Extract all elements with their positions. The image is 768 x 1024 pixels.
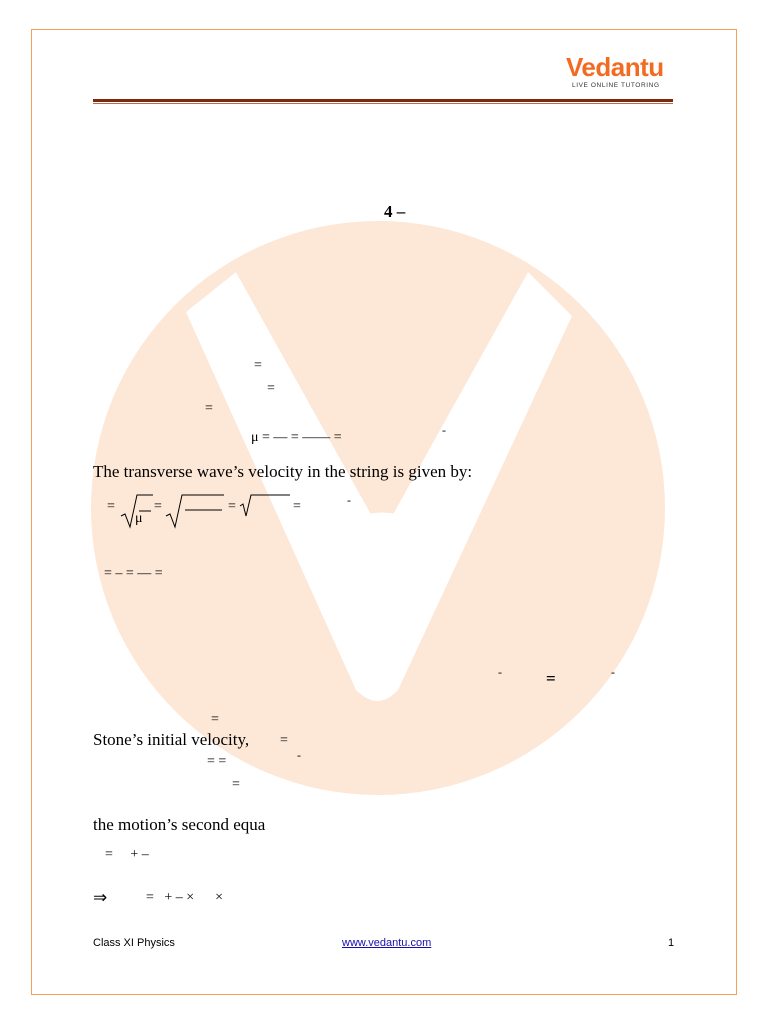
- equation-line-1: =: [254, 358, 262, 373]
- footer-page-number: 1: [668, 937, 675, 949]
- mid-exponent-sign-b: -: [611, 665, 615, 679]
- velocity-eq-b: =: [154, 499, 162, 514]
- implies-arrow: ⇒: [93, 888, 108, 907]
- vedantu-logo[interactable]: [566, 52, 686, 94]
- velocity-eq-c: =: [228, 499, 236, 514]
- velocity-eq-a: =: [107, 499, 115, 514]
- equation-line-5: = =: [207, 754, 227, 769]
- header-rule: [93, 99, 673, 102]
- header-rule-thin: [93, 103, 673, 104]
- mu-denominator: μ: [135, 511, 143, 526]
- equation-line-2: =: [267, 381, 275, 396]
- motion-equation-text: the motion’s second equa: [93, 815, 266, 834]
- transverse-velocity-text: The transverse wave’s velocity in the string is given by:: [93, 462, 473, 481]
- ratio-equation: = – = — =: [104, 566, 163, 581]
- equation-line-4: =: [211, 712, 219, 727]
- motion-equation: = + –: [105, 847, 149, 862]
- equation-line-3: =: [205, 401, 213, 416]
- footer-website-link[interactable]: www.vedantu.com: [342, 937, 432, 949]
- logo-tagline: LIVE ONLINE TUTORING: [572, 82, 660, 89]
- question-heading: 4 –: [384, 202, 406, 221]
- mid-equals: =: [546, 669, 556, 688]
- exponent-sign: -: [442, 423, 446, 437]
- velocity-exponent-sign: -: [347, 493, 351, 507]
- stone-velocity-text: Stone’s initial velocity,: [93, 730, 250, 749]
- logo-wordmark: Vedantu: [566, 52, 664, 82]
- sqrt-symbol-3: [239, 494, 291, 518]
- implies-equation: = + – × ×: [146, 890, 224, 905]
- velocity-eq-d: =: [293, 499, 301, 514]
- sqrt-symbol-2: [165, 494, 225, 530]
- stone-exponent-sign: -: [297, 748, 301, 762]
- stone-velocity-eq: =: [280, 733, 288, 748]
- equation-line-6: =: [232, 777, 240, 792]
- mass-per-length-equation: μ = — = —— =: [251, 430, 342, 445]
- footer-course: Class XI Physics: [93, 937, 175, 949]
- mid-exponent-sign-a: -: [498, 665, 502, 679]
